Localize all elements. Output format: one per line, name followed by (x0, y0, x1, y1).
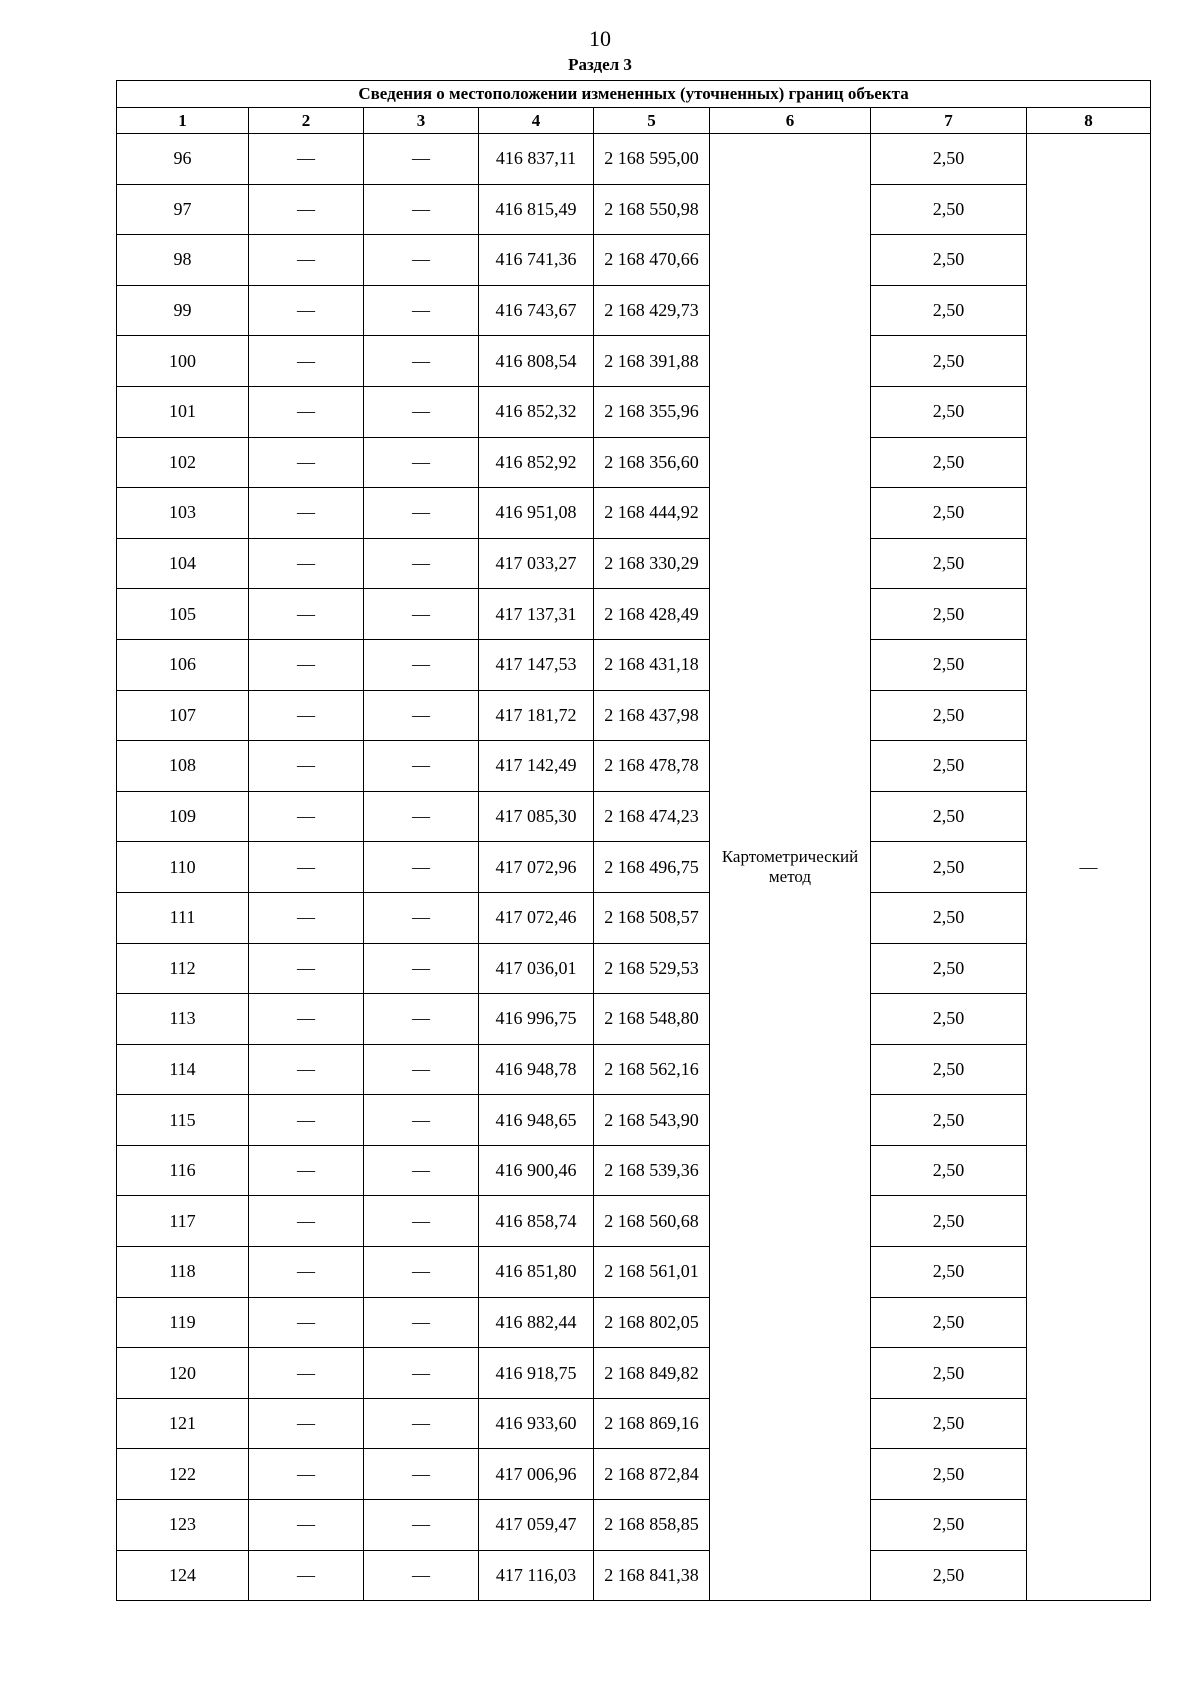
mean-square-error-cell: 2,50 (871, 1145, 1027, 1196)
column3-cell: — (364, 1145, 479, 1196)
column8-cell: — (1027, 134, 1151, 1601)
column3-cell: — (364, 1297, 479, 1348)
column-number: 1 (117, 108, 249, 134)
y-coordinate-cell: 2 168 543,90 (594, 1095, 710, 1146)
column3-cell: — (364, 1196, 479, 1247)
x-coordinate-cell: 416 743,67 (479, 285, 594, 336)
point-number-cell: 112 (117, 943, 249, 994)
x-coordinate-cell: 416 858,74 (479, 1196, 594, 1247)
x-coordinate-cell: 416 851,80 (479, 1247, 594, 1298)
x-coordinate-cell: 416 852,32 (479, 386, 594, 437)
column3-cell: — (364, 1095, 479, 1146)
table-row (117, 1550, 1151, 1601)
y-coordinate-cell: 2 168 356,60 (594, 437, 710, 488)
mean-square-error-cell: 2,50 (871, 1550, 1027, 1601)
mean-square-error-cell: 2,50 (871, 336, 1027, 387)
point-number-cell: 101 (117, 386, 249, 437)
column3-cell: — (364, 285, 479, 336)
point-number-cell: 104 (117, 538, 249, 589)
table-row (117, 943, 1151, 994)
y-coordinate-cell: 2 168 872,84 (594, 1449, 710, 1500)
mean-square-error-cell: 2,50 (871, 791, 1027, 842)
mean-square-error-cell: 2,50 (871, 589, 1027, 640)
x-coordinate-cell: 416 996,75 (479, 994, 594, 1045)
column3-cell: — (364, 741, 479, 792)
column2-cell: — (249, 892, 364, 943)
point-number-cell: 114 (117, 1044, 249, 1095)
table-row (117, 1044, 1151, 1095)
table-caption-row (117, 81, 1151, 108)
point-number-cell: 106 (117, 639, 249, 690)
column2-cell: — (249, 741, 364, 792)
column2-cell: — (249, 589, 364, 640)
column2-cell: — (249, 1247, 364, 1298)
boundary-coordinates-table (116, 80, 1151, 1601)
point-number-cell: 120 (117, 1348, 249, 1399)
column2-cell: — (249, 690, 364, 741)
column3-cell: — (364, 437, 479, 488)
column2-cell: — (249, 336, 364, 387)
column-number-row (117, 108, 1151, 134)
table-row (117, 1500, 1151, 1551)
mean-square-error-cell: 2,50 (871, 1196, 1027, 1247)
table-row (117, 842, 1151, 893)
x-coordinate-cell: 417 116,03 (479, 1550, 594, 1601)
column2-cell: — (249, 1044, 364, 1095)
point-number-cell: 109 (117, 791, 249, 842)
column3-cell: — (364, 1398, 479, 1449)
column3-cell: — (364, 184, 479, 235)
point-number-cell: 118 (117, 1247, 249, 1298)
y-coordinate-cell: 2 168 429,73 (594, 285, 710, 336)
column2-cell: — (249, 1348, 364, 1399)
x-coordinate-cell: 416 951,08 (479, 488, 594, 539)
column-number: 3 (364, 108, 479, 134)
column3-cell: — (364, 1348, 479, 1399)
column2-cell: — (249, 1449, 364, 1500)
x-coordinate-cell: 416 741,36 (479, 235, 594, 286)
table-row (117, 336, 1151, 387)
x-coordinate-cell: 417 181,72 (479, 690, 594, 741)
column3-cell: — (364, 538, 479, 589)
table-row (117, 1247, 1151, 1298)
point-number-cell: 111 (117, 892, 249, 943)
mean-square-error-cell: 2,50 (871, 538, 1027, 589)
point-number-cell: 108 (117, 741, 249, 792)
column2-cell: — (249, 134, 364, 185)
y-coordinate-cell: 2 168 548,80 (594, 994, 710, 1045)
y-coordinate-cell: 2 168 431,18 (594, 639, 710, 690)
mean-square-error-cell: 2,50 (871, 690, 1027, 741)
point-number-cell: 97 (117, 184, 249, 235)
column2-cell: — (249, 1196, 364, 1247)
column3-cell: — (364, 235, 479, 286)
mean-square-error-cell: 2,50 (871, 1044, 1027, 1095)
y-coordinate-cell: 2 168 841,38 (594, 1550, 710, 1601)
point-number-cell: 119 (117, 1297, 249, 1348)
point-number-cell: 99 (117, 285, 249, 336)
mean-square-error-cell: 2,50 (871, 741, 1027, 792)
x-coordinate-cell: 417 072,46 (479, 892, 594, 943)
mean-square-error-cell: 2,50 (871, 184, 1027, 235)
y-coordinate-cell: 2 168 849,82 (594, 1348, 710, 1399)
column2-cell: — (249, 1550, 364, 1601)
table-row (117, 1297, 1151, 1348)
mean-square-error-cell: 2,50 (871, 1095, 1027, 1146)
x-coordinate-cell: 416 882,44 (479, 1297, 594, 1348)
mean-square-error-cell: 2,50 (871, 1247, 1027, 1298)
mean-square-error-cell: 2,50 (871, 1297, 1027, 1348)
x-coordinate-cell: 417 059,47 (479, 1500, 594, 1551)
table-body (117, 81, 1151, 1601)
table-row (117, 589, 1151, 640)
column2-cell: — (249, 538, 364, 589)
point-number-cell: 124 (117, 1550, 249, 1601)
column2-cell: — (249, 386, 364, 437)
table-row (117, 235, 1151, 286)
point-number-cell: 107 (117, 690, 249, 741)
column2-cell: — (249, 994, 364, 1045)
point-number-cell: 100 (117, 336, 249, 387)
table-row (117, 386, 1151, 437)
x-coordinate-cell: 416 815,49 (479, 184, 594, 235)
column2-cell: — (249, 1297, 364, 1348)
point-number-cell: 115 (117, 1095, 249, 1146)
x-coordinate-cell: 417 036,01 (479, 943, 594, 994)
column3-cell: — (364, 589, 479, 640)
point-number-cell: 103 (117, 488, 249, 539)
column2-cell: — (249, 437, 364, 488)
page-number: 10 (589, 26, 611, 51)
table-row (117, 892, 1151, 943)
x-coordinate-cell: 416 948,65 (479, 1095, 594, 1146)
x-coordinate-cell: 417 137,31 (479, 589, 594, 640)
x-coordinate-cell: 417 085,30 (479, 791, 594, 842)
column2-cell: — (249, 943, 364, 994)
x-coordinate-cell: 416 933,60 (479, 1398, 594, 1449)
column3-cell: — (364, 1247, 479, 1298)
mean-square-error-cell: 2,50 (871, 1449, 1027, 1500)
mean-square-error-cell: 2,50 (871, 943, 1027, 994)
column3-cell: — (364, 134, 479, 185)
column3-cell: — (364, 791, 479, 842)
mean-square-error-cell: 2,50 (871, 639, 1027, 690)
table-row (117, 437, 1151, 488)
column2-cell: — (249, 1095, 364, 1146)
point-number-cell: 96 (117, 134, 249, 185)
column3-cell: — (364, 943, 479, 994)
table-row (117, 1348, 1151, 1399)
point-number-cell: 105 (117, 589, 249, 640)
column3-cell: — (364, 488, 479, 539)
table-row (117, 1095, 1151, 1146)
y-coordinate-cell: 2 168 496,75 (594, 842, 710, 893)
y-coordinate-cell: 2 168 391,88 (594, 336, 710, 387)
table-row (117, 488, 1151, 539)
point-number-cell: 123 (117, 1500, 249, 1551)
y-coordinate-cell: 2 168 478,78 (594, 741, 710, 792)
column3-cell: — (364, 690, 479, 741)
mean-square-error-cell: 2,50 (871, 842, 1027, 893)
x-coordinate-cell: 416 837,11 (479, 134, 594, 185)
y-coordinate-cell: 2 168 560,68 (594, 1196, 710, 1247)
y-coordinate-cell: 2 168 474,23 (594, 791, 710, 842)
mean-square-error-cell: 2,50 (871, 1348, 1027, 1399)
column2-cell: — (249, 639, 364, 690)
column2-cell: — (249, 1500, 364, 1551)
point-number-cell: 122 (117, 1449, 249, 1500)
column2-cell: — (249, 184, 364, 235)
y-coordinate-cell: 2 168 869,16 (594, 1398, 710, 1449)
point-number-cell: 98 (117, 235, 249, 286)
column-number: 2 (249, 108, 364, 134)
table-row (117, 1398, 1151, 1449)
point-number-cell: 113 (117, 994, 249, 1045)
y-coordinate-cell: 2 168 428,49 (594, 589, 710, 640)
table-row (117, 639, 1151, 690)
x-coordinate-cell: 416 918,75 (479, 1348, 594, 1399)
y-coordinate-cell: 2 168 539,36 (594, 1145, 710, 1196)
y-coordinate-cell: 2 168 508,57 (594, 892, 710, 943)
column3-cell: — (364, 1500, 479, 1551)
x-coordinate-cell: 417 142,49 (479, 741, 594, 792)
mean-square-error-cell: 2,50 (871, 134, 1027, 185)
y-coordinate-cell: 2 168 595,00 (594, 134, 710, 185)
y-coordinate-cell: 2 168 550,98 (594, 184, 710, 235)
x-coordinate-cell: 416 852,92 (479, 437, 594, 488)
column3-cell: — (364, 639, 479, 690)
mean-square-error-cell: 2,50 (871, 235, 1027, 286)
column-number: 5 (594, 108, 710, 134)
y-coordinate-cell: 2 168 858,85 (594, 1500, 710, 1551)
y-coordinate-cell: 2 168 802,05 (594, 1297, 710, 1348)
column-number: 6 (710, 108, 871, 134)
column3-cell: — (364, 1044, 479, 1095)
mean-square-error-cell: 2,50 (871, 386, 1027, 437)
table-row (117, 538, 1151, 589)
y-coordinate-cell: 2 168 355,96 (594, 386, 710, 437)
table-row (117, 741, 1151, 792)
mean-square-error-cell: 2,50 (871, 994, 1027, 1045)
table-row (117, 134, 1151, 185)
mean-square-error-cell: 2,50 (871, 285, 1027, 336)
y-coordinate-cell: 2 168 561,01 (594, 1247, 710, 1298)
column-number: 8 (1027, 108, 1151, 134)
x-coordinate-cell: 417 006,96 (479, 1449, 594, 1500)
column2-cell: — (249, 285, 364, 336)
table-row (117, 1145, 1151, 1196)
y-coordinate-cell: 2 168 470,66 (594, 235, 710, 286)
column3-cell: — (364, 336, 479, 387)
point-number-cell: 116 (117, 1145, 249, 1196)
table-row (117, 285, 1151, 336)
point-number-cell: 117 (117, 1196, 249, 1247)
table-row (117, 1196, 1151, 1247)
section-title: Раздел 3 (568, 55, 632, 74)
x-coordinate-cell: 416 900,46 (479, 1145, 594, 1196)
x-coordinate-cell: 416 948,78 (479, 1044, 594, 1095)
y-coordinate-cell: 2 168 529,53 (594, 943, 710, 994)
table-row (117, 184, 1151, 235)
column3-cell: — (364, 386, 479, 437)
table-row (117, 791, 1151, 842)
point-number-cell: 110 (117, 842, 249, 893)
y-coordinate-cell: 2 168 444,92 (594, 488, 710, 539)
x-coordinate-cell: 417 147,53 (479, 639, 594, 690)
table-row (117, 994, 1151, 1045)
point-number-cell: 102 (117, 437, 249, 488)
x-coordinate-cell: 417 033,27 (479, 538, 594, 589)
column-number: 4 (479, 108, 594, 134)
table-row (117, 690, 1151, 741)
column2-cell: — (249, 488, 364, 539)
column2-cell: — (249, 1398, 364, 1449)
method-cell: Картометрический метод (710, 134, 871, 1601)
column2-cell: — (249, 842, 364, 893)
mean-square-error-cell: 2,50 (871, 1398, 1027, 1449)
y-coordinate-cell: 2 168 562,16 (594, 1044, 710, 1095)
column3-cell: — (364, 1550, 479, 1601)
column2-cell: — (249, 791, 364, 842)
point-number-cell: 121 (117, 1398, 249, 1449)
column2-cell: — (249, 235, 364, 286)
mean-square-error-cell: 2,50 (871, 437, 1027, 488)
table-row (117, 1449, 1151, 1500)
x-coordinate-cell: 417 072,96 (479, 842, 594, 893)
column3-cell: — (364, 842, 479, 893)
column3-cell: — (364, 994, 479, 1045)
mean-square-error-cell: 2,50 (871, 1500, 1027, 1551)
x-coordinate-cell: 416 808,54 (479, 336, 594, 387)
y-coordinate-cell: 2 168 437,98 (594, 690, 710, 741)
column2-cell: — (249, 1145, 364, 1196)
column-number: 7 (871, 108, 1027, 134)
column3-cell: — (364, 892, 479, 943)
column3-cell: — (364, 1449, 479, 1500)
table-caption: Сведения о местоположении измененных (уточненных) границ объекта (117, 81, 1151, 108)
y-coordinate-cell: 2 168 330,29 (594, 538, 710, 589)
mean-square-error-cell: 2,50 (871, 488, 1027, 539)
mean-square-error-cell: 2,50 (871, 892, 1027, 943)
